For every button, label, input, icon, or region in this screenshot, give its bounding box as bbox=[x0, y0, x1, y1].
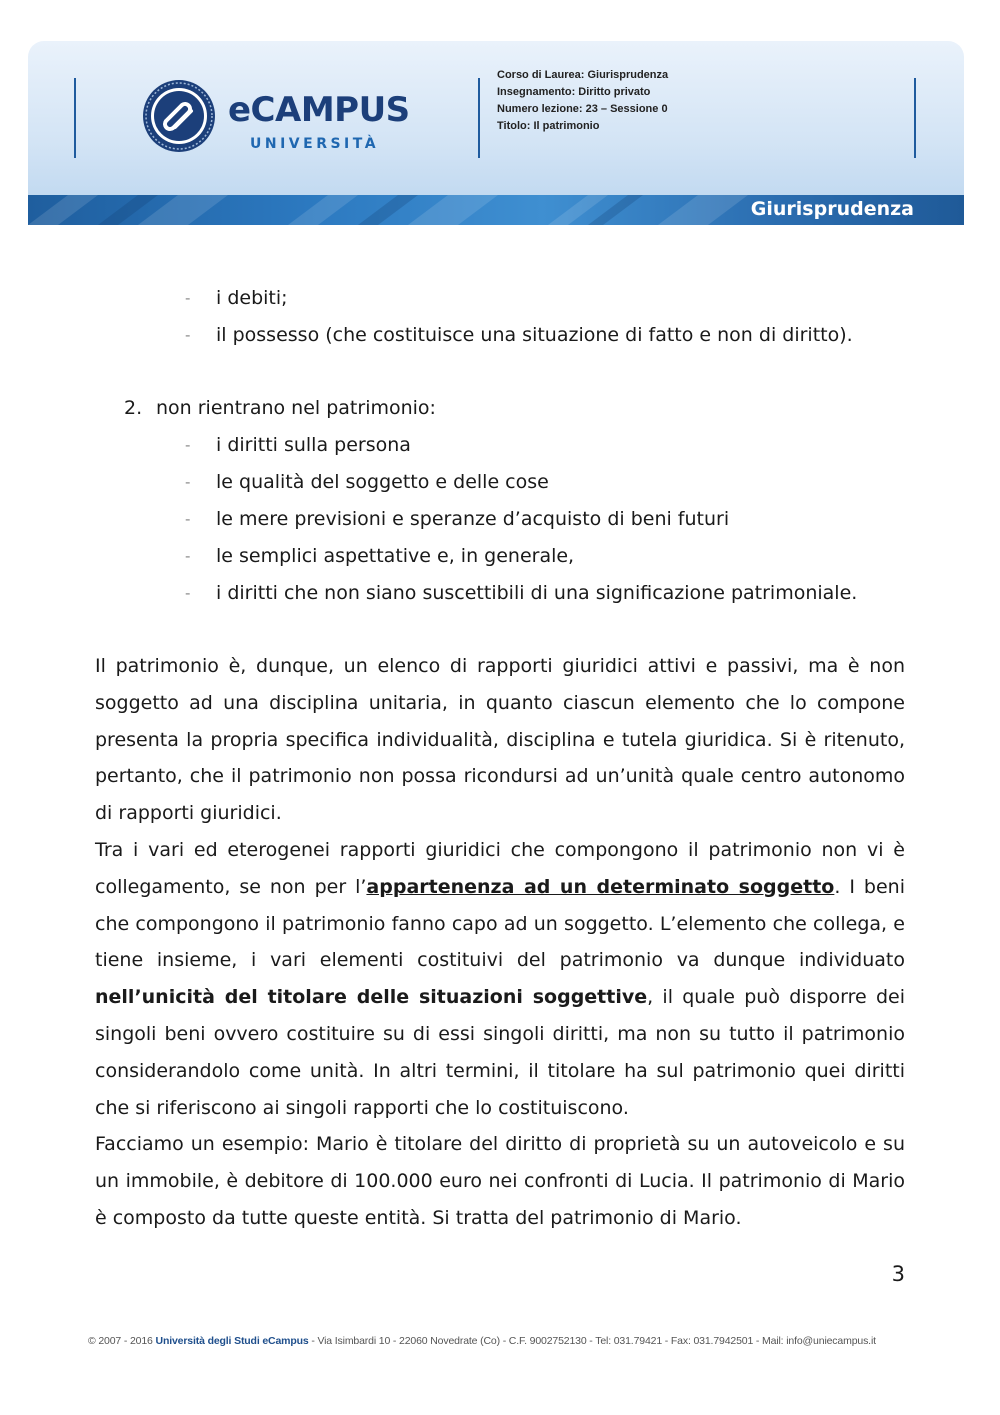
header-divider-right bbox=[914, 78, 916, 158]
footer-organization: Università degli Studi eCampus bbox=[155, 1335, 309, 1347]
list-item: - le qualità del soggetto e delle cose bbox=[185, 464, 905, 501]
paragraph: Tra i vari ed eterogenei rapporti giuridici che compongono il patrimonio non vi è collegamento, se non per l’appartenenza ad un determinato soggetto. I beni che compongono il patrimonio fanno capo ad un soggetto. L’elemento che collega, e tiene insieme, i vari elementi costituivi del patrimonio va dunque individuato nell’unicità del titolare delle situazioni soggettive, il quale può disporre dei singoli beni ovvero costituire su di essi singoli diritti, ma non su tutto il patrimonio considerandolo come unità. In altri termini, il titolare ha sul patrimonio quei diritti che si riferiscono ai singoli rapporti che lo costituiscono. bbox=[95, 838, 906, 1119]
excluded-list bbox=[95, 427, 905, 612]
list-item: - il possesso (che costituisce una situazione di fatto e non di diritto). bbox=[185, 317, 905, 354]
underlined-emphasis: appartenenza ad un determinato soggetto bbox=[366, 875, 835, 898]
paragraph: Il patrimonio è, dunque, un elenco di rapporti giuridici attivi e passivi, ma è non soggetto ad una disciplina unitaria, in quanto ciascun elemento che lo compone presenta la propria specifica individualità, disciplina e tutela giuridica. Si è ritenuto, pertanto, che il patrimonio non possa ricondursi ad un’unità quale centro autonomo di rapporti giuridici. bbox=[95, 655, 905, 825]
header-divider-middle bbox=[478, 78, 480, 158]
dash-bullet: - bbox=[185, 436, 191, 454]
bold-emphasis: nell’unicità del titolare delle situazioni soggettive bbox=[95, 986, 648, 1009]
paragraph-block bbox=[95, 648, 905, 1237]
course-subject: Insegnamento: Diritto privato bbox=[497, 86, 651, 98]
dash-bullet: - bbox=[185, 547, 191, 565]
dash-bullet: - bbox=[185, 510, 191, 528]
ecampus-logo-icon bbox=[142, 79, 216, 153]
list-item: - i diritti che non siano suscettibili di una significazione patrimoniale. bbox=[185, 575, 905, 612]
dash-bullet: - bbox=[185, 326, 191, 344]
numbered-item bbox=[95, 390, 905, 427]
header-divider-left bbox=[74, 78, 76, 158]
logo-subtitle: UNIVERSITÀ bbox=[250, 136, 380, 152]
page-number: 3 bbox=[891, 1262, 905, 1286]
dash-bullet: - bbox=[185, 289, 191, 307]
course-lesson-number: Numero lezione: 23 – Sessione 0 bbox=[497, 103, 668, 115]
list-item: - le mere previsioni e speranze d’acquisto di beni futuri bbox=[185, 501, 905, 538]
faculty-label: Giurisprudenza bbox=[750, 198, 914, 220]
page-footer: © 2007 - 2016 Università degli Studi eCampus - Via Isimbardi 10 - 22060 Novedrate (Co) - C.F. 9002752130 - Tel: 031.79421 - Fax: 031.7942501 - Mail: info@uniecampus.it bbox=[88, 1335, 876, 1347]
item-number: 2. bbox=[124, 397, 143, 419]
dash-bullet: - bbox=[185, 473, 191, 491]
item-text: non rientrano nel patrimonio: bbox=[156, 397, 436, 419]
list-item: - le semplici aspettative e, in generale, bbox=[185, 538, 905, 575]
document-body bbox=[95, 280, 905, 1237]
list-item: - i debiti; bbox=[185, 280, 905, 317]
list-item: - i diritti sulla persona bbox=[185, 427, 905, 464]
course-degree: Corso di Laurea: Giurisprudenza bbox=[497, 69, 669, 81]
assets-list-continued bbox=[95, 280, 905, 354]
logo-wordmark: eCAMPUS bbox=[228, 90, 410, 130]
page-header bbox=[28, 41, 964, 225]
course-info bbox=[497, 67, 897, 135]
dash-bullet: - bbox=[185, 584, 191, 602]
course-title: Titolo: Il patrimonio bbox=[497, 120, 600, 132]
header-band bbox=[28, 195, 964, 225]
paragraph: Facciamo un esempio: Mario è titolare del diritto di proprietà su un autoveicolo e su un immobile, è debitore di 100.000 euro nei confronti di Lucia. Il patrimonio di Mario è composto da tutte queste entità. Si tratta del patrimonio di Mario. bbox=[95, 1133, 905, 1229]
